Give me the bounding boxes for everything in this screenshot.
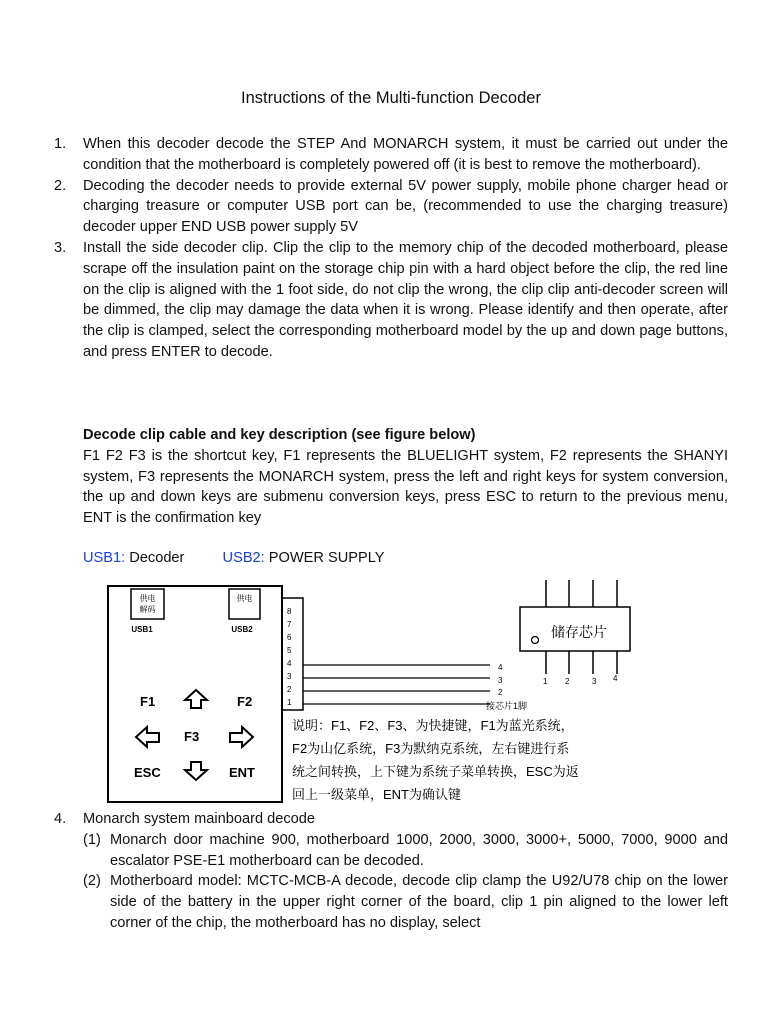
list-text: Decoding the decoder needs to provide external 5V power supply, mobile phone charger head or charging treasure or computer USB port can be, (recommended to use the charging treasure) decoder upper END USB power supply 5V xyxy=(83,177,728,236)
arrow-right-icon xyxy=(230,727,253,747)
page-title: Instructions of the Multi-function Decoder xyxy=(241,89,541,107)
connector-pin-label: 5 xyxy=(287,646,292,655)
usb1-caption: USB1 xyxy=(131,625,153,634)
connector-pin-label: 7 xyxy=(287,620,292,629)
usb2-port-text: 供电 xyxy=(236,594,253,603)
connector-pin-label: 8 xyxy=(287,607,292,616)
note-line: 回上一级菜单，ENT为确认键 xyxy=(292,787,462,802)
list-item-4 xyxy=(54,809,728,934)
arrow-left-icon xyxy=(136,727,159,747)
usb2-caption: USB2 xyxy=(231,625,253,634)
list-number: 1. xyxy=(54,136,67,152)
note-line: 说明：F1、F2、F3、为快捷键，F1为蓝光系统， xyxy=(292,718,574,733)
sub-text: Monarch door machine 900, motherboard 1000, 2000, 3000, 3000+, 5000, 7000, 9000 and escalator PSE-E1 motherboard can be decoded. xyxy=(110,831,728,869)
wire-label: 3 xyxy=(498,676,503,685)
usb2-label: USB2: xyxy=(222,550,265,566)
usb1-port-text: 解码 xyxy=(139,605,156,614)
sub-text: Motherboard model: MCTC-MCB-A decode, decode clip clamp the U92/U78 chip on the lower side of the battery in the upper right corner of the board, clip 1 pin aligned to the lower left corner of the chip, the motherboard has no display, select xyxy=(110,873,728,931)
list-text: Install the side decoder clip. Clip the clip to the memory chip of the decoded motherboard, please scrape off the insulation paint on the storage chip pin with a hard object before the clip, the red line on the clip is aligned with the 1 foot side, do not clip the wrong, the clip clip anti-decoder screen will be dimmed, the clip may damage the data when it is wrong. Please identify and then operate, after the clip is clamped, select the corresponding motherboard model by the up and down page buttons, and press ENTER to decode. xyxy=(83,239,728,360)
connector-pin-label: 3 xyxy=(287,672,292,681)
key-f2: F2 xyxy=(237,694,253,709)
key-f1: F1 xyxy=(140,694,156,709)
list-text: Monarch system mainboard decode xyxy=(83,811,315,827)
chip-pin-label: 1 xyxy=(543,677,548,686)
chip-pin1-dot xyxy=(532,637,539,644)
key-f3: F3 xyxy=(184,729,200,744)
list-number: 3. xyxy=(54,239,67,256)
arrow-up-icon xyxy=(185,690,207,708)
wire-label: 2 xyxy=(498,688,503,697)
key-ent: ENT xyxy=(229,765,255,780)
sub-number: (1) xyxy=(83,831,101,848)
chip-pin-label: 3 xyxy=(592,677,597,686)
connector-pin-label: 2 xyxy=(287,685,292,694)
wire-label: 4 xyxy=(498,663,503,672)
list-item xyxy=(54,809,728,830)
usb1-port-text: 供电 xyxy=(139,594,156,603)
key-esc: ESC xyxy=(134,765,161,780)
pin1-note: 接芯片1脚 xyxy=(486,701,528,711)
connector-pin-label: 6 xyxy=(287,633,292,642)
sub-number: (2) xyxy=(83,873,101,890)
note-line: 统之间转换，上下键为系统子菜单转换，ESC为返 xyxy=(292,764,579,779)
clip-connector xyxy=(282,598,303,710)
usb1-value: Decoder xyxy=(129,550,185,566)
chip-pin-label: 2 xyxy=(565,677,570,686)
sub-item-2 xyxy=(54,871,728,933)
usb1-label: USB1: xyxy=(83,550,126,566)
list-number: 2. xyxy=(54,177,67,194)
sub-item-1 xyxy=(54,830,728,872)
usb2-value: POWER SUPPLY xyxy=(268,550,385,566)
section-heading: Decode clip cable and key description (see figure below) xyxy=(83,427,476,443)
chip-label: 储存芯片 xyxy=(551,624,607,640)
section-text: F1 F2 F3 is the shortcut key, F1 represents the BLUELIGHT system, F2 represents the SHANYI system, F3 represents the MONARCH system, press the left and right keys for system conversion, the up and down keys are submenu conversion keys, press ESC to return to the previous menu, ENT is the confirmation key xyxy=(83,447,728,527)
note-line: F2为山亿系统，F3为默纳克系统，左右键进行系 xyxy=(292,741,570,756)
list-number: 4. xyxy=(54,811,67,827)
connector-pin-label: 4 xyxy=(287,659,292,668)
arrow-down-icon xyxy=(185,762,207,780)
connector-pin-label: 1 xyxy=(287,698,292,707)
list-text: When this decoder decode the STEP And MONARCH system, it must be carried out under the condition that the motherboard is completely powered off (it is best to remove the motherboard). xyxy=(83,136,728,173)
chip-pin-label: 4 xyxy=(613,674,618,683)
